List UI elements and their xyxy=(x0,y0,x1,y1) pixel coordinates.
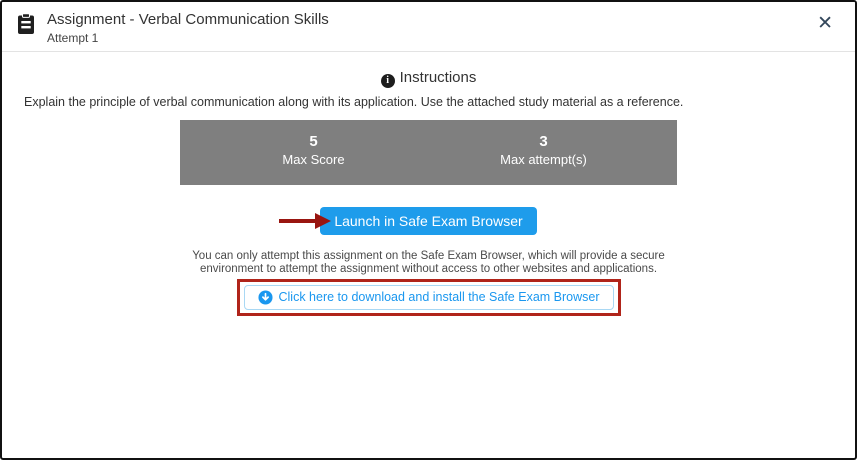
info-icon: i xyxy=(381,74,395,88)
max-attempts-value: 3 xyxy=(539,133,548,150)
modal-body xyxy=(2,52,855,316)
attempt-subtitle: Attempt 1 xyxy=(47,31,99,45)
close-button[interactable] xyxy=(809,11,841,33)
red-highlight-box xyxy=(237,279,621,316)
instructions-description: Explain the principle of verbal communication along with its application. Use the attached study material as a reference. xyxy=(24,95,684,109)
instructions-heading xyxy=(2,68,855,88)
page-title: Assignment - Verbal Communication Skills xyxy=(47,11,329,28)
highlight-row xyxy=(2,279,855,316)
seb-note: You can only attempt this assignment on the Safe Exam Browser, which will provide a secure environment to attempt the assignment without access to other websites and applications. xyxy=(192,250,665,275)
download-link-label: Click here to download and install the Safe Exam Browser xyxy=(278,290,600,304)
download-seb-link[interactable] xyxy=(244,285,614,310)
max-score-label: Max Score xyxy=(282,152,345,167)
instructions-heading-label: Instructions xyxy=(399,69,477,86)
launch-seb-button[interactable]: Launch in Safe Exam Browser xyxy=(320,207,536,235)
max-score-stat xyxy=(229,133,399,185)
max-attempts-stat xyxy=(459,133,629,185)
modal-header xyxy=(2,2,855,52)
header-titles xyxy=(47,11,809,45)
launch-row xyxy=(2,207,855,235)
assignment-clipboard-icon xyxy=(16,13,36,35)
max-score-value: 5 xyxy=(309,133,318,150)
max-attempts-label: Max attempt(s) xyxy=(500,152,587,167)
close-icon: ✕ xyxy=(817,13,833,34)
download-icon xyxy=(258,290,273,305)
red-arrow-icon xyxy=(279,212,331,230)
stats-panel xyxy=(180,120,677,185)
